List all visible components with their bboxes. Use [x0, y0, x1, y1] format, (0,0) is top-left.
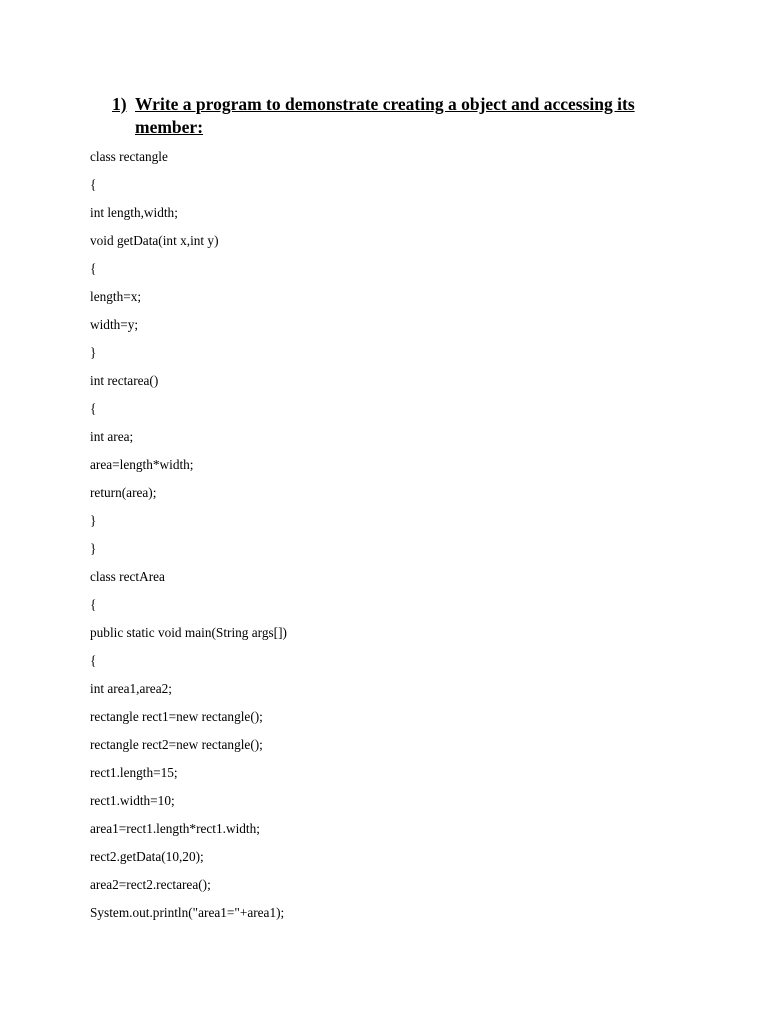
code-line: length=x; [90, 289, 142, 304]
code-line: return(area); [90, 485, 157, 500]
code-line: { [90, 177, 97, 192]
code-line: rect1.length=15; [90, 765, 178, 780]
code-listing [90, 147, 287, 931]
code-line: rectangle rect2=new rectangle(); [90, 737, 263, 752]
code-line: class rectangle [90, 149, 168, 164]
code-line: public static void main(String args[]) [90, 625, 287, 640]
code-line: { [90, 261, 97, 276]
code-line: } [90, 513, 97, 528]
question-heading [112, 93, 672, 139]
code-line: area1=rect1.length*rect1.width; [90, 821, 260, 836]
question-text: Write a program to demonstrate creating a object and accessing its member: [135, 94, 635, 137]
code-line: void getData(int x,int y) [90, 233, 219, 248]
code-line: { [90, 401, 97, 416]
code-line: System.out.println("area1="+area1); [90, 905, 285, 920]
code-line: { [90, 597, 97, 612]
code-line: } [90, 541, 97, 556]
code-line: } [90, 345, 97, 360]
code-line: rect2.getData(10,20); [90, 849, 204, 864]
code-line: rectangle rect1=new rectangle(); [90, 709, 263, 724]
code-line: int length,width; [90, 205, 178, 220]
code-line: int area1,area2; [90, 681, 172, 696]
code-line: class rectArea [90, 569, 165, 584]
code-line: int area; [90, 429, 134, 444]
code-line: width=y; [90, 317, 139, 332]
code-line: rect1.width=10; [90, 793, 175, 808]
code-line: { [90, 653, 97, 668]
code-line: int rectarea() [90, 373, 159, 388]
code-line: area=length*width; [90, 457, 194, 472]
question-number: 1) [112, 94, 127, 114]
code-line: area2=rect2.rectarea(); [90, 877, 211, 892]
